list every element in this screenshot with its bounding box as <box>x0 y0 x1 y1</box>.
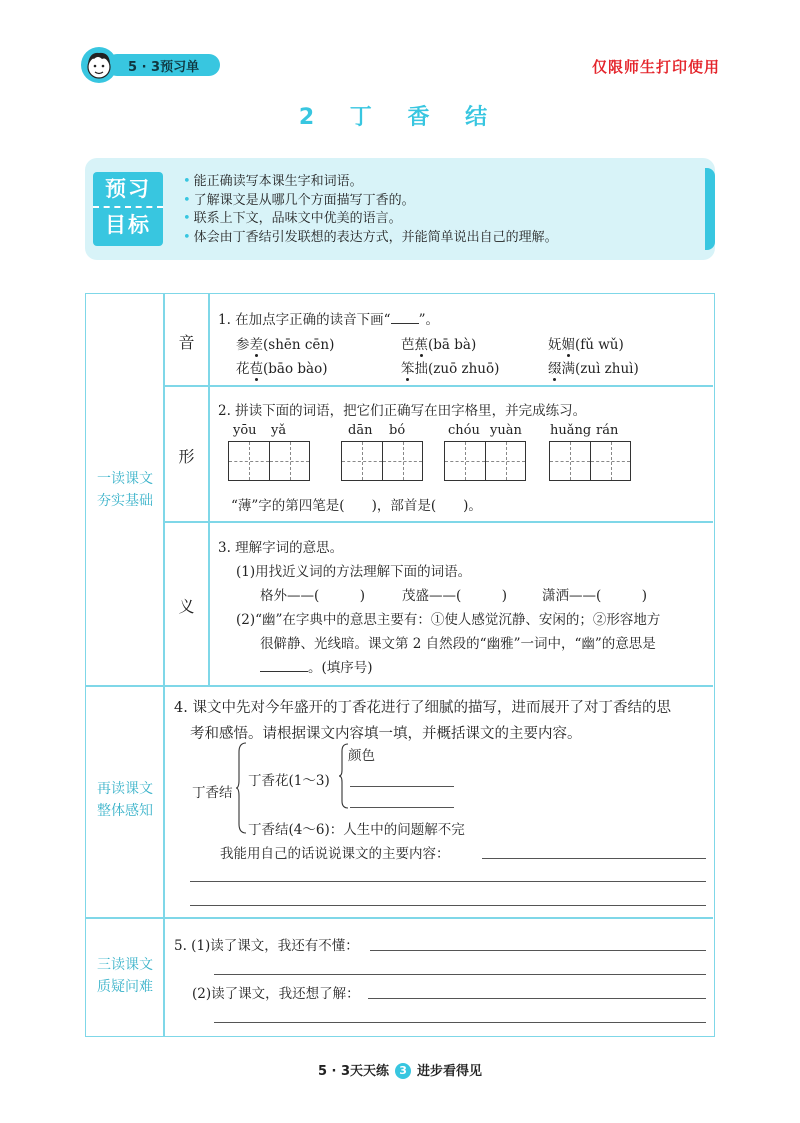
pinyin-options: (bā bà) <box>428 337 477 353</box>
q1-item[interactable] <box>401 333 476 353</box>
answer-line[interactable] <box>214 974 706 975</box>
left-brace-icon <box>236 742 248 834</box>
q4-prompt-line2: 考和感悟。请根据课文内容填一填，并概括课文的主要内容。 <box>190 726 582 742</box>
dotted-char: 缀 <box>548 361 562 377</box>
pinyin-options: (zuì zhuì) <box>575 361 639 377</box>
page-number: 3 <box>395 1063 411 1079</box>
sub-label-sound: 音 <box>178 333 195 352</box>
dotted-char: 差 <box>249 337 263 353</box>
dotted-char: 媚 <box>561 337 575 353</box>
page-footer <box>0 1060 800 1079</box>
answer-line[interactable] <box>350 786 454 787</box>
q2-followup[interactable]: “薄”字的第四笔是( )，部首是( )。 <box>231 498 482 514</box>
pinyin-options: (fǔ wǔ) <box>575 337 624 353</box>
q3-prompt: 3. 理解字词的意思。 <box>218 540 344 556</box>
goal-item: • 了解课文是从哪几个方面描写丁香的。 <box>183 192 558 211</box>
q3-word[interactable]: 格外——( ) <box>260 588 366 604</box>
section-label-line: 整体感知 <box>97 803 153 819</box>
sub-label-shape: 形 <box>178 447 195 466</box>
answer-line[interactable] <box>190 905 706 906</box>
tianzige-cell[interactable] <box>445 442 485 480</box>
goals-tag-line2: 目标 <box>105 213 151 237</box>
goals-tag <box>93 172 163 246</box>
q5-part1: 5. (1)读了课文，我还有不懂： <box>174 938 359 954</box>
word-char: 芭 <box>401 337 415 353</box>
section-label-line: 一读课文 <box>97 471 153 487</box>
pinyin-options: (shēn cēn) <box>263 337 335 353</box>
goals-accent-strip <box>705 168 715 250</box>
tianzige-box[interactable] <box>444 441 526 481</box>
grid-divider <box>163 294 165 1036</box>
q3-part1: (1)用找近义词的方法理解下面的词语。 <box>236 564 472 580</box>
tianzige-cell[interactable] <box>590 442 630 480</box>
pinyin-label: yuàn <box>490 423 522 438</box>
series-badge <box>80 46 240 84</box>
q2-prompt: 2. 拼读下面的词语，把它们正确写在田字格里，并完成练习。 <box>218 403 587 419</box>
pinyin-label: yǎ <box>271 423 287 438</box>
lesson-title: 2 丁 香 结 <box>298 105 502 130</box>
q1-item[interactable] <box>401 357 499 377</box>
answer-line[interactable] <box>370 950 706 951</box>
q1-item[interactable] <box>548 357 639 377</box>
q4-summary-prompt <box>220 842 450 862</box>
grid-divider <box>86 685 713 687</box>
tianzige-box[interactable] <box>341 441 423 481</box>
sub-label-meaning: 义 <box>178 597 195 616</box>
q4-prompt-line1: 4. 课文中先对今年盛开的丁香花进行了细腻的描写，进而展开了对丁香结的思 <box>174 700 671 716</box>
word-char: 参 <box>236 337 250 353</box>
diagram-branch-knot: 丁香结(4～6)：人生中的问题解不完 <box>248 822 465 838</box>
answer-line[interactable] <box>190 881 706 882</box>
tianzige-cell[interactable] <box>342 442 382 480</box>
section-label-line: 再读课文 <box>97 781 153 797</box>
q5-part2: (2)读了课文，我还想了解： <box>192 986 360 1002</box>
q3-part2-tail: 。(填序号) <box>308 660 373 676</box>
section-label-line: 质疑问难 <box>97 979 153 995</box>
mascot-face-icon <box>80 46 118 84</box>
goal-item: • 联系上下文，品味文中优美的语言。 <box>183 210 558 229</box>
footer-slogan: 进步看得见 <box>417 1064 483 1079</box>
tianzige-box[interactable] <box>228 441 310 481</box>
pinyin-options: (bāo bào) <box>263 361 328 377</box>
q3-part2-line1: (2)“幽”在字典中的意思主要有：①使人感觉沉静、安闲的；②形容地方 <box>236 612 661 628</box>
goal-item: • 能正确读写本课生字和词语。 <box>183 173 558 192</box>
q3-word[interactable]: 茂盛——( ) <box>402 588 508 604</box>
diagram-branch-flower: 丁香花(1～3) <box>248 773 330 789</box>
dotted-char: 蕉 <box>414 337 428 353</box>
worksheet-table <box>85 293 715 1037</box>
q3-part2-line3 <box>260 656 373 676</box>
underline-sample <box>391 323 419 324</box>
section-label-first <box>86 468 164 512</box>
goal-item: • 体会由丁香结引发联想的表达方式，并能简单说出自己的理解。 <box>183 229 558 248</box>
answer-blank[interactable] <box>260 671 308 672</box>
q1-prompt <box>218 308 439 328</box>
word-char: 拙 <box>414 361 428 377</box>
pinyin-label: huǎng <box>550 423 592 438</box>
pinyin-label: chóu <box>448 423 480 438</box>
section-label-third <box>86 954 164 998</box>
pinyin-label: dān <box>348 423 373 438</box>
q1-item[interactable] <box>236 357 327 377</box>
grid-divider <box>86 917 713 919</box>
pinyin-label: bó <box>389 423 406 438</box>
section-label-line: 夯实基础 <box>97 493 153 509</box>
q1-prompt-end: ”。 <box>418 312 439 328</box>
tianzige-box[interactable] <box>549 441 631 481</box>
answer-line[interactable] <box>482 858 706 859</box>
goals-tag-line1: 预习 <box>93 172 163 208</box>
q1-prompt-text: 1. 在加点字正确的读音下画“ <box>218 312 391 328</box>
pinyin-options: (zuō zhuō) <box>428 361 500 377</box>
grid-divider <box>164 385 713 387</box>
q1-item[interactable] <box>236 333 334 353</box>
tianzige-cell[interactable] <box>550 442 590 480</box>
diagram-root: 丁香结 <box>192 785 233 801</box>
q1-item[interactable] <box>548 333 624 353</box>
pinyin-label: yōu <box>233 423 257 438</box>
tianzige-cell[interactable] <box>382 442 422 480</box>
dotted-char: 苞 <box>249 361 263 377</box>
q3-word[interactable]: 潇洒——( ) <box>542 588 648 604</box>
word-char: 妩 <box>548 337 562 353</box>
word-char: 满 <box>561 361 575 377</box>
tianzige-cell[interactable] <box>229 442 269 480</box>
pinyin-label: rán <box>596 423 619 438</box>
badge-text: 5 · 3预习单 <box>128 60 200 75</box>
section-label-line: 三读课文 <box>97 957 153 973</box>
q4-summary-text: 我能用自己的话说说课文的主要内容： <box>220 846 450 862</box>
answer-line[interactable] <box>214 1022 706 1023</box>
preview-goals-box <box>85 158 715 260</box>
q3-part2-line2: 很僻静、光线暗。课文第 2 自然段的“幽雅”一词中，“幽”的意思是 <box>260 636 656 652</box>
section-label-second <box>86 778 164 822</box>
answer-line[interactable] <box>350 807 454 808</box>
goals-list <box>183 173 558 247</box>
answer-line[interactable] <box>368 998 706 999</box>
dotted-char: 笨 <box>401 361 415 377</box>
tianzige-cell[interactable] <box>485 442 525 480</box>
footer-brand: 5 · 3天天练 <box>317 1064 390 1079</box>
print-notice: 仅限师生打印使用 <box>591 58 720 76</box>
word-char: 花 <box>236 361 250 377</box>
diagram-leaf-color: 颜色 <box>348 748 375 764</box>
grid-divider <box>164 521 713 523</box>
tianzige-cell[interactable] <box>269 442 309 480</box>
